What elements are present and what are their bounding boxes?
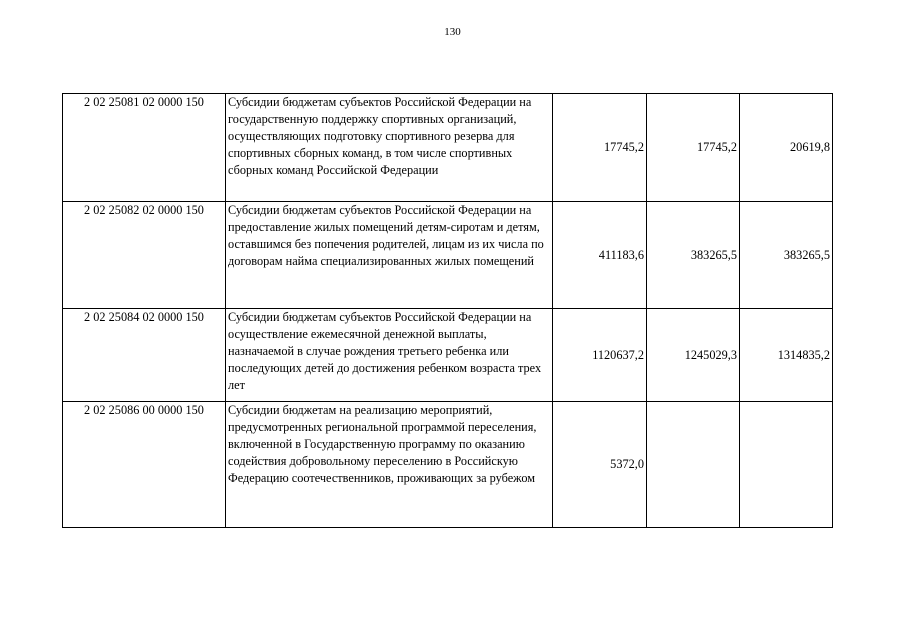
amount-cell-year-1: 411183,6: [553, 202, 647, 309]
amount-cell-year-2: 383265,5: [647, 202, 740, 309]
amount-cell-year-2: 17745,2: [647, 94, 740, 202]
table-row: [63, 309, 833, 402]
amount-cell-year-1: 5372,0: [553, 402, 647, 528]
amount-cell-year-2: 1245029,3: [647, 309, 740, 402]
amount-cell-year-3: 20619,8: [740, 94, 833, 202]
table-row: [63, 402, 833, 528]
amount-cell-year-3: [740, 402, 833, 528]
description-cell: Субсидии бюджетам на реализацию мероприятий, предусмотренных региональной программой переселения, включенной в Государственную программу по оказанию содействия добровольному переселению в Российскую Федерацию соотечественников, проживающих за рубежом: [226, 402, 553, 528]
description-cell: Субсидии бюджетам субъектов Российской Федерации на предоставление жилых помещений детям-сиротам и детям, оставшимся без попечения родителей, лицам из их числа по договорам найма специализированных жилых помещений: [226, 202, 553, 309]
amount-cell-year-3: 383265,5: [740, 202, 833, 309]
budget-code-cell: 2 02 25082 02 0000 150: [63, 202, 226, 309]
description-cell: Субсидии бюджетам субъектов Российской Федерации на осуществление ежемесячной денежной выплаты, назначаемой в случае рождения третьего ребенка или последующих детей до достижения ребенком возраста трех лет: [226, 309, 553, 402]
amount-cell-year-1: 1120637,2: [553, 309, 647, 402]
amount-cell-year-3: 1314835,2: [740, 309, 833, 402]
page-number: 130: [444, 26, 461, 38]
amount-cell-year-2: [647, 402, 740, 528]
budget-code-cell: 2 02 25081 02 0000 150: [63, 94, 226, 202]
amount-cell-year-1: 17745,2: [553, 94, 647, 202]
table-row: [63, 94, 833, 202]
table-row: [63, 202, 833, 309]
description-cell: Субсидии бюджетам субъектов Российской Федерации на государственную поддержку спортивных организаций, осуществляющих подготовку спортивного резерва для спортивных сборных команд, в том числе спортивных сборных команд Российской Федерации: [226, 94, 553, 202]
budget-code-cell: 2 02 25084 02 0000 150: [63, 309, 226, 402]
budget-code-cell: 2 02 25086 00 0000 150: [63, 402, 226, 528]
budget-revenue-table: [62, 93, 833, 528]
